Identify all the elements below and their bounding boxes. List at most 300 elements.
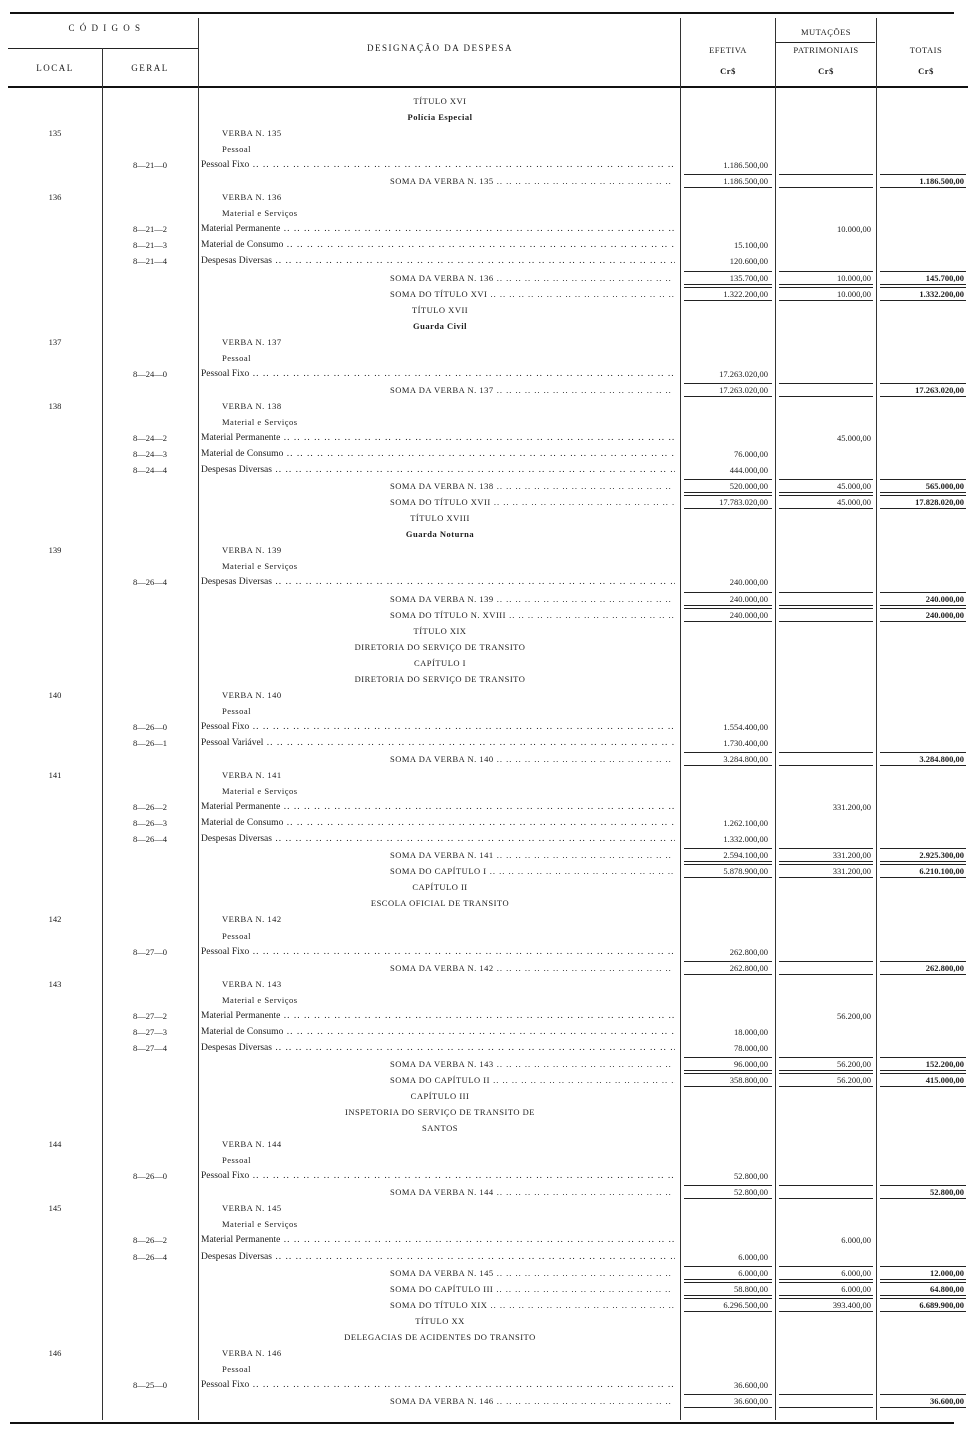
efetiva-value: 52.800,00 [734,1171,768,1181]
soma-rule-mutacoes-under [779,877,873,878]
soma-rule-efetiva-under [684,1295,772,1296]
efetiva-value: 78.000,00 [734,1043,768,1053]
group-label: Pessoal [222,353,251,363]
efetiva-value: 240.000,00 [729,594,768,604]
group-label: Material e Serviços [222,995,298,1005]
row-geral-code: 8—21—0 [133,160,167,170]
row-local-code: 138 [48,401,62,411]
col-rule-geral [198,18,199,1420]
efetiva-value: 1.322.200,00 [723,289,768,299]
soma-rule-totais [880,1073,966,1074]
efetiva-value: 76.000,00 [734,449,768,459]
efetiva-value: 1.730.400,00 [723,738,768,748]
row-local-code: 145 [48,1203,62,1213]
efetiva-value: 18.000,00 [734,1027,768,1037]
row-geral-code: 8—24—2 [133,433,167,443]
soma-rule-mutacoes-under [779,1198,873,1199]
item-label: Despesas Diversas .. .. [201,577,675,587]
soma-rule-efetiva-under [684,1086,772,1087]
mutacoes-value: 56.200,00 [837,1059,871,1069]
row-geral-code: 8—21—2 [133,224,167,234]
soma-rule-mutacoes-under [779,1295,873,1296]
mutacoes-value: 393.400,00 [832,1300,871,1310]
mutacoes-value: 10.000,00 [837,224,871,234]
efetiva-value: 3.284.800,00 [723,754,768,764]
soma-rule-mutacoes [779,608,873,609]
efetiva-value: 58.800,00 [734,1284,768,1294]
section-heading: DIRETORIA DO SERVIÇO DE TRANSITO [354,674,526,684]
group-label: Material e Serviços [222,1219,298,1229]
section-heading: DIRETORIA DO SERVIÇO DE TRANSITO [354,642,526,652]
soma-rule-efetiva [684,1394,772,1395]
row-geral-code: 8—26—4 [133,577,167,587]
soma-rule-efetiva-under [684,1407,772,1408]
item-label: Despesas Diversas .. .. [201,1252,675,1262]
soma-rule-efetiva-under [684,1198,772,1199]
item-label: Pessoal Fixo .. .. [201,160,675,170]
totais-value: 262.800,00 [925,963,964,973]
totais-header: TOTAIS [909,45,943,55]
soma-rule-totais-under [880,861,966,862]
soma-rule-mutacoes-under [779,974,873,975]
group-label: Pessoal [222,931,251,941]
section-heading: INSPETORIA DO SERVIÇO DE TRANSITO DE [345,1107,535,1117]
soma-label: SOMA DA VERBA N. 141 .. .. [390,850,675,860]
soma-rule-totais-under [880,877,966,878]
item-label: Pessoal Fixo .. .. [201,1171,675,1181]
row-local-code: 140 [48,690,62,700]
item-label: Pessoal Fixo .. .. [201,947,675,957]
soma-rule-mutacoes [779,1185,873,1186]
mutacoes-value: 45.000,00 [837,481,871,491]
soma-label: SOMA DO CAPÍTULO III .. .. [390,1284,675,1294]
group-label: Pessoal [222,1364,251,1374]
item-label: Despesas Diversas .. .. [201,1043,675,1053]
efetiva-value: 358.800,00 [729,1075,768,1085]
efetiva-value: 1.332.000,00 [723,834,768,844]
item-label: Despesas Diversas .. .. [201,256,675,266]
soma-rule-totais [880,271,966,272]
soma-rule-mutacoes-under [779,284,873,285]
soma-rule-totais-under [880,1407,966,1408]
item-label: Material de Consumo .. .. [201,449,675,459]
soma-rule-efetiva-under [684,508,772,509]
col-rule-designacao [680,18,681,1420]
row-local-code: 143 [48,979,62,989]
soma-rule-efetiva-under [684,492,772,493]
totais-value: 1.332.200,00 [919,289,964,299]
col-rule-local [102,48,103,1420]
soma-rule-totais [880,1282,966,1283]
efetiva-value: 17.263.020,00 [719,369,768,379]
soma-label: SOMA DO TÍTULO XVI .. .. [390,289,675,299]
soma-label: SOMA DA VERBA N. 138 .. .. [390,481,675,491]
soma-rule-efetiva [684,495,772,496]
efetiva-value: 6.000,00 [738,1252,768,1262]
soma-rule-efetiva [684,864,772,865]
section-heading: TÍTULO XIX [413,626,467,636]
soma-label: SOMA DO CAPÍTULO I .. .. [390,866,675,876]
totais-value: 1.186.500,00 [919,176,964,186]
soma-rule-totais [880,848,966,849]
verba-label: VERBA N. 139 [222,545,282,555]
soma-label: SOMA DA VERBA N. 142 .. .. [390,963,675,973]
soma-rule-totais [880,608,966,609]
item-label: Material Permanente .. .. [201,802,675,812]
row-geral-code: 8—21—4 [133,256,167,266]
totais-value: 6.689.900,00 [919,1300,964,1310]
soma-rule-efetiva [684,1282,772,1283]
totais-value: 240.000,00 [925,610,964,620]
soma-label: SOMA DA VERBA N. 135 .. .. [390,176,675,186]
mutacoes-header: MUTAÇÕES [800,27,852,37]
verba-label: VERBA N. 140 [222,690,282,700]
soma-rule-mutacoes [779,1073,873,1074]
efetiva-value: 120.600,00 [729,256,768,266]
efetiva-value: 1.186.500,00 [723,160,768,170]
soma-rule-totais-under [880,508,966,509]
efetiva-header: EFETIVA [709,45,747,55]
item-label: Material Permanente .. .. [201,224,675,234]
soma-rule-mutacoes-under [779,1407,873,1408]
soma-rule-mutacoes [779,287,873,288]
soma-rule-mutacoes [779,495,873,496]
soma-rule-efetiva [684,1298,772,1299]
soma-rule-efetiva [684,271,772,272]
totais-unit: Cr$ [918,66,934,76]
item-label: Material Permanente .. .. [201,1011,675,1021]
verba-label: VERBA N. 137 [222,337,282,347]
soma-rule-totais-under [880,396,966,397]
mutacoes-value: 331.200,00 [832,866,871,876]
header-bottom-rule [8,86,968,88]
row-local-code: 139 [48,545,62,555]
soma-rule-efetiva [684,479,772,480]
verba-label: VERBA N. 142 [222,914,282,924]
mutacoes-value: 6.000,00 [841,1284,871,1294]
totais-value: 6.210.100,00 [919,866,964,876]
mutacoes-value: 56.200,00 [837,1011,871,1021]
soma-rule-totais-under [880,621,966,622]
soma-rule-efetiva-under [684,877,772,878]
row-geral-code: 8—26—1 [133,738,167,748]
soma-label: SOMA DA VERBA N. 143 .. .. [390,1059,675,1069]
item-label: Material de Consumo .. .. [201,1027,675,1037]
soma-rule-efetiva [684,383,772,384]
section-heading: CAPÍTULO I [414,658,466,668]
local-header: LOCAL [36,63,74,73]
group-label: Material e Serviços [222,208,298,218]
top-rule [10,12,954,14]
verba-label: VERBA N. 144 [222,1139,282,1149]
efetiva-value: 2.594.100,00 [723,850,768,860]
soma-rule-totais [880,752,966,753]
verba-label: VERBA N. 146 [222,1348,282,1358]
soma-rule-totais [880,1057,966,1058]
soma-rule-totais-under [880,974,966,975]
soma-rule-totais [880,383,966,384]
efetiva-value: 17.263.020,00 [719,385,768,395]
mutacoes-unit: Cr$ [818,66,834,76]
soma-rule-mutacoes [779,1282,873,1283]
row-local-code: 137 [48,337,62,347]
row-local-code: 135 [48,128,62,138]
mutacoes-value: 331.200,00 [832,802,871,812]
soma-rule-mutacoes-under [779,396,873,397]
soma-rule-totais [880,1266,966,1267]
soma-rule-totais-under [880,1295,966,1296]
efetiva-value: 135.700,00 [729,273,768,283]
efetiva-value: 6.000,00 [738,1268,768,1278]
soma-rule-efetiva [684,592,772,593]
section-subheading: Polícia Especial [407,112,473,122]
soma-rule-efetiva-under [684,974,772,975]
soma-rule-mutacoes-under [779,1311,873,1312]
totais-value: 17.828.020,00 [915,497,964,507]
row-geral-code: 8—26—2 [133,802,167,812]
soma-rule-totais [880,174,966,175]
soma-rule-mutacoes-under [779,508,873,509]
group-label: Pessoal [222,144,251,154]
soma-rule-efetiva-under [684,1279,772,1280]
soma-rule-mutacoes [779,848,873,849]
totais-value: 17.263.020,00 [915,385,964,395]
item-label: Pessoal Fixo .. .. [201,722,675,732]
soma-rule-mutacoes [779,752,873,753]
row-geral-code: 8—26—4 [133,1252,167,1262]
soma-rule-totais-under [880,1198,966,1199]
totais-value: 240.000,00 [925,594,964,604]
soma-label: SOMA DO TÍTULO N. XVIII .. .. [390,610,675,620]
group-label: Material e Serviços [222,561,298,571]
item-label: Material de Consumo .. .. [201,818,675,828]
soma-rule-totais-under [880,765,966,766]
soma-label: SOMA DA VERBA N. 136 .. .. [390,273,675,283]
soma-rule-efetiva [684,752,772,753]
efetiva-value: 52.800,00 [734,1187,768,1197]
soma-rule-mutacoes [779,592,873,593]
row-geral-code: 8—27—3 [133,1027,167,1037]
soma-label: SOMA DA VERBA N. 139 .. .. [390,594,675,604]
soma-rule-mutacoes-under [779,861,873,862]
soma-rule-totais [880,287,966,288]
soma-rule-mutacoes [779,961,873,962]
mutacoes-value: 45.000,00 [837,433,871,443]
efetiva-value: 262.800,00 [729,947,768,957]
soma-rule-efetiva-under [684,1070,772,1071]
soma-rule-efetiva [684,961,772,962]
row-geral-code: 8—27—2 [133,1011,167,1021]
patrimoniais-header: PATRIMONIAIS [793,45,859,55]
verba-label: VERBA N. 141 [222,770,282,780]
mutacoes-rule [775,42,875,43]
soma-rule-mutacoes-under [779,1279,873,1280]
soma-rule-mutacoes-under [779,1086,873,1087]
soma-rule-efetiva [684,1185,772,1186]
totais-value: 12.000,00 [930,1268,964,1278]
soma-rule-totais [880,592,966,593]
soma-rule-mutacoes [779,1266,873,1267]
totais-value: 2.925.300,00 [919,850,964,860]
totais-value: 415.000,00 [925,1075,964,1085]
soma-label: SOMA DA VERBA N. 140 .. .. [390,754,675,764]
soma-rule-efetiva [684,1073,772,1074]
soma-rule-mutacoes-under [779,765,873,766]
section-heading: CAPÍTULO II [412,882,468,892]
totais-value: 36.600,00 [930,1396,964,1406]
efetiva-value: 240.000,00 [729,610,768,620]
soma-rule-mutacoes [779,1394,873,1395]
row-local-code: 136 [48,192,62,202]
soma-label: SOMA DA VERBA N. 145 .. .. [390,1268,675,1278]
mutacoes-value: 45.000,00 [837,497,871,507]
efetiva-value: 520.000,00 [729,481,768,491]
soma-rule-efetiva [684,287,772,288]
group-label: Pessoal [222,706,251,716]
soma-rule-efetiva-under [684,396,772,397]
soma-rule-efetiva [684,1266,772,1267]
efetiva-value: 1.186.500,00 [723,176,768,186]
totais-value: 52.800,00 [930,1187,964,1197]
totais-value: 145.700,00 [925,273,964,283]
efetiva-value: 1.554.400,00 [723,722,768,732]
soma-rule-totais-under [880,187,966,188]
row-local-code: 141 [48,770,62,780]
soma-rule-totais [880,1298,966,1299]
efetiva-value: 96.000,00 [734,1059,768,1069]
efetiva-value: 17.783.020,00 [719,497,768,507]
row-geral-code: 8—26—4 [133,834,167,844]
efetiva-value: 262.800,00 [729,963,768,973]
soma-rule-mutacoes [779,479,873,480]
section-heading: ESCOLA OFICIAL DE TRANSITO [370,898,510,908]
soma-label: SOMA DA VERBA N. 137 .. .. [390,385,675,395]
row-geral-code: 8—26—0 [133,1171,167,1181]
soma-rule-efetiva [684,174,772,175]
row-geral-code: 8—24—4 [133,465,167,475]
soma-rule-efetiva [684,608,772,609]
verba-label: VERBA N. 143 [222,979,282,989]
row-geral-code: 8—26—3 [133,818,167,828]
totais-value: 64.800,00 [930,1284,964,1294]
efetiva-value: 240.000,00 [729,577,768,587]
soma-rule-totais-under [880,1279,966,1280]
mutacoes-value: 10.000,00 [837,289,871,299]
group-label: Pessoal [222,1155,251,1165]
row-local-code: 146 [48,1348,62,1358]
item-label: Pessoal Variável .. .. [201,738,675,748]
row-geral-code: 8—24—0 [133,369,167,379]
row-geral-code: 8—21—3 [133,240,167,250]
soma-rule-efetiva-under [684,621,772,622]
soma-rule-mutacoes [779,271,873,272]
totais-value: 152.200,00 [925,1059,964,1069]
verba-label: VERBA N. 135 [222,128,282,138]
efetiva-unit: Cr$ [720,66,736,76]
verba-label: VERBA N. 145 [222,1203,282,1213]
soma-rule-totais [880,961,966,962]
codigos-header: C Ó D I G O S [68,23,142,33]
soma-rule-efetiva [684,848,772,849]
efetiva-value: 444.000,00 [729,465,768,475]
row-geral-code: 8—27—0 [133,947,167,957]
geral-header: GERAL [131,63,169,73]
soma-rule-efetiva-under [684,300,772,301]
soma-rule-efetiva-under [684,1311,772,1312]
section-subheading: Guarda Noturna [405,529,475,539]
group-label: Material e Serviços [222,417,298,427]
soma-rule-totais-under [880,1086,966,1087]
efetiva-value: 1.262.100,00 [723,818,768,828]
efetiva-value: 15.100,00 [734,240,768,250]
soma-rule-totais [880,864,966,865]
efetiva-value: 6.296.500,00 [723,1300,768,1310]
soma-label: SOMA DA VERBA N. 144 .. .. [390,1187,675,1197]
mutacoes-value: 10.000,00 [837,273,871,283]
soma-rule-totais-under [880,1070,966,1071]
group-label: Material e Serviços [222,786,298,796]
item-label: Material de Consumo .. .. [201,240,675,250]
soma-rule-mutacoes-under [779,621,873,622]
soma-rule-totais-under [880,1311,966,1312]
item-label: Despesas Diversas .. .. [201,834,675,844]
soma-rule-totais [880,1185,966,1186]
section-heading: TÍTULO XVII [411,305,469,315]
totais-value: 565.000,00 [925,481,964,491]
soma-rule-efetiva-under [684,861,772,862]
soma-rule-efetiva-under [684,187,772,188]
mutacoes-value: 6.000,00 [841,1235,871,1245]
section-heading: CAPÍTULO III [410,1091,470,1101]
item-label: Pessoal Fixo .. .. [201,369,675,379]
soma-rule-mutacoes [779,1057,873,1058]
soma-rule-mutacoes-under [779,492,873,493]
soma-rule-efetiva-under [684,605,772,606]
soma-label: SOMA DO TÍTULO XIX .. .. [390,1300,675,1310]
section-heading: TÍTULO XVIII [410,513,470,523]
soma-rule-mutacoes-under [779,605,873,606]
section-heading: TÍTULO XVI [413,96,467,106]
row-local-code: 142 [48,914,62,924]
verba-label: VERBA N. 136 [222,192,282,202]
soma-rule-efetiva-under [684,765,772,766]
row-geral-code: 8—26—2 [133,1235,167,1245]
soma-rule-efetiva-under [684,284,772,285]
bottom-rule [10,1422,954,1424]
efetiva-value: 36.600,00 [734,1380,768,1390]
row-geral-code: 8—26—0 [133,722,167,732]
soma-rule-mutacoes-under [779,187,873,188]
soma-rule-totais [880,495,966,496]
efetiva-value: 5.878.900,00 [723,866,768,876]
item-label: Material Permanente .. .. [201,433,675,443]
col-rule-efetiva [775,18,776,1420]
section-heading: TÍTULO XX [415,1316,465,1326]
verba-label: VERBA N. 138 [222,401,282,411]
section-heading: DELEGACIAS DE ACIDENTES DO TRANSITO [344,1332,536,1342]
soma-rule-mutacoes-under [779,300,873,301]
soma-label: SOMA DO CAPÍTULO II .. .. [390,1075,675,1085]
row-geral-code: 8—24—3 [133,449,167,459]
soma-label: SOMA DA VERBA N. 146 .. .. [390,1396,675,1406]
section-subheading: Guarda Civil [413,321,467,331]
designacao-header: DESIGNAÇÃO DA DESPESA [366,43,513,53]
soma-rule-mutacoes-under [779,1070,873,1071]
mutacoes-value: 331.200,00 [832,850,871,860]
row-geral-code: 8—25—0 [133,1380,167,1390]
row-geral-code: 8—27—4 [133,1043,167,1053]
section-heading: SANTOS [422,1123,458,1133]
